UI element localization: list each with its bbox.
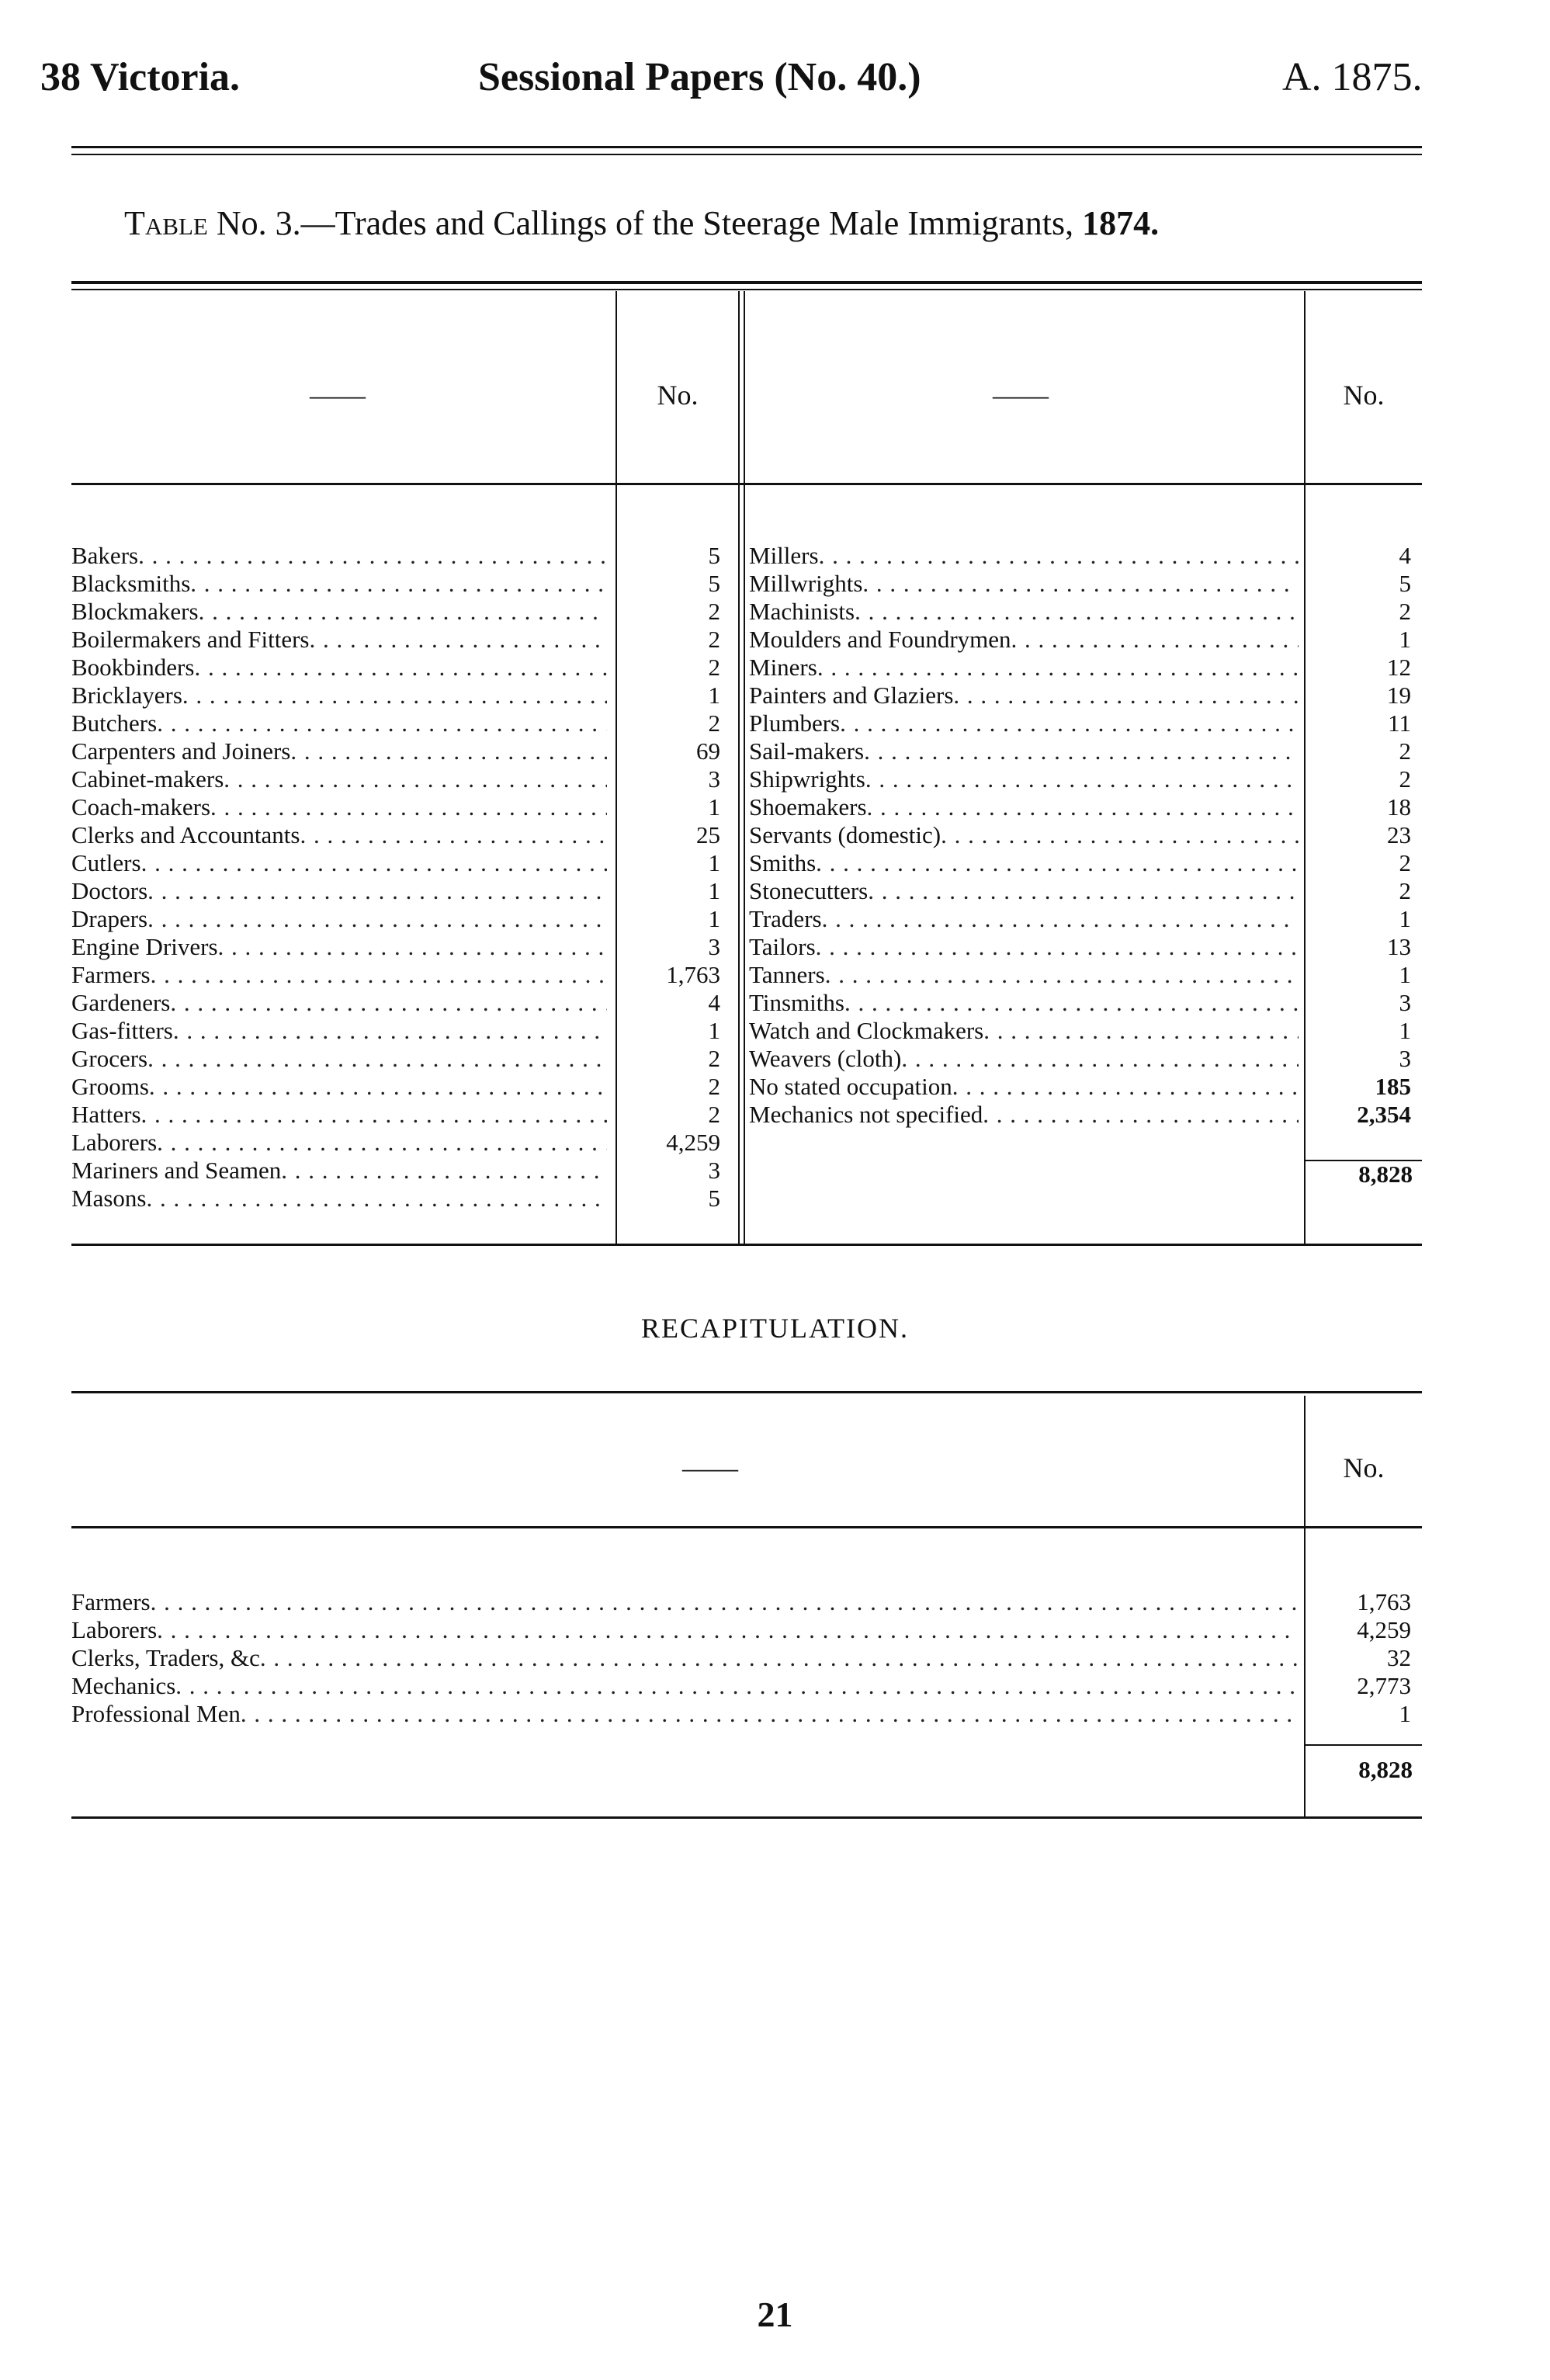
col-head-dash-right: —— (993, 380, 1049, 411)
table-row (71, 570, 607, 598)
recap-head-rule (71, 1526, 1422, 1528)
header-rule-2 (71, 154, 1422, 155)
row-value: 2 (1399, 737, 1411, 765)
row-label: Butchers (71, 709, 158, 737)
row-value: 5 (708, 1185, 720, 1212)
row-label: Clerks, Traders, &c (71, 1644, 260, 1671)
row-label: Gardeners (71, 989, 171, 1016)
leader-dots (260, 1644, 1298, 1672)
row-value: 2 (708, 654, 720, 681)
table-row (71, 542, 607, 570)
table-row (749, 682, 1299, 709)
leader-dots (147, 905, 607, 933)
leader-dots (241, 1700, 1298, 1728)
table-row (71, 626, 607, 654)
row-label: Mechanics (71, 1672, 176, 1699)
row-label: Plumbers (749, 709, 841, 737)
leader-dots (190, 570, 607, 598)
table-row (71, 654, 607, 682)
table-row (71, 1157, 607, 1185)
row-label: Smiths (749, 849, 817, 876)
row-label: Blacksmiths (71, 570, 191, 597)
row-label: Carpenters and Joiners (71, 737, 291, 765)
row-value: 3 (708, 1157, 720, 1184)
leader-dots (822, 905, 1299, 933)
running-head-title: Sessional Papers (No. 40.) (478, 55, 921, 99)
row-label: Servants (domestic) (749, 821, 941, 848)
table-row (71, 1101, 607, 1129)
row-value: 1 (708, 905, 720, 932)
row-value: 1 (1399, 961, 1411, 988)
row-value: 18 (1387, 793, 1411, 821)
row-value: 2 (708, 598, 720, 625)
row-value: 12 (1387, 654, 1411, 681)
leader-dots (310, 626, 608, 654)
table-row (749, 765, 1299, 793)
table-row (71, 1588, 1298, 1616)
row-label: Shoemakers (749, 793, 867, 821)
row-label: Mariners and Seamen (71, 1157, 282, 1184)
col-head-dash-left: —— (310, 380, 366, 411)
row-label: Grooms (71, 1073, 149, 1100)
table-row (749, 933, 1299, 961)
table-row (71, 709, 607, 737)
row-label: Painters and Glaziers (749, 682, 954, 709)
row-value: 5 (708, 570, 720, 597)
row-label: Cutlers (71, 849, 141, 876)
leader-dots (855, 598, 1299, 626)
leader-dots (182, 682, 607, 709)
row-value: 13 (1387, 933, 1411, 960)
row-label: Doctors (71, 877, 148, 904)
leader-dots (175, 1672, 1298, 1700)
table-row (71, 598, 607, 626)
row-value: 19 (1387, 682, 1411, 709)
leader-dots (147, 877, 607, 905)
table-row (71, 1700, 1298, 1728)
leader-dots (941, 821, 1299, 849)
row-value: 5 (1399, 570, 1411, 597)
row-value: 1,763 (666, 961, 720, 988)
table-top-rule-2 (71, 289, 1422, 290)
col-divider-1 (615, 291, 617, 1244)
leader-dots (816, 849, 1299, 877)
table-row (71, 821, 607, 849)
table-row (749, 849, 1299, 877)
table-row (71, 905, 607, 933)
table-row (749, 961, 1299, 989)
row-label: Watch and Clockmakers (749, 1017, 984, 1044)
col-divider-2b (744, 291, 745, 1244)
row-value: 2 (708, 1045, 720, 1072)
table-row (749, 821, 1299, 849)
table-row (71, 737, 607, 765)
table-row (71, 961, 607, 989)
row-value: 1 (1399, 626, 1411, 653)
table-row (749, 654, 1299, 682)
row-value: 2 (708, 1101, 720, 1128)
row-label: Gas-fitters (71, 1017, 173, 1044)
table-row (749, 905, 1299, 933)
row-value: 2 (1399, 765, 1411, 793)
row-label: Boilermakers and Fitters (71, 626, 310, 653)
row-label: No stated occupation (749, 1073, 952, 1100)
running-head-year: A. 1875. (1282, 55, 1423, 99)
table-top-rule (71, 281, 1422, 284)
row-label: Bookbinders (71, 654, 195, 681)
row-label: Sail-makers (749, 737, 865, 765)
leader-dots (151, 961, 607, 989)
leader-dots (952, 1073, 1299, 1101)
row-value: 1 (708, 849, 720, 876)
row-value: 1 (1399, 905, 1411, 932)
row-value: 2 (1399, 877, 1411, 904)
col-divider-3 (1304, 291, 1306, 1244)
leader-dots (983, 1017, 1299, 1045)
col-divider-2 (738, 291, 740, 1244)
row-label: Farmers (71, 961, 151, 988)
leader-dots (825, 961, 1299, 989)
row-label: Professional Men (71, 1700, 241, 1727)
leader-dots (141, 1101, 607, 1129)
leader-dots (290, 737, 607, 765)
page-number: 21 (757, 2295, 793, 2334)
row-value: 4,259 (1357, 1616, 1411, 1643)
row-value: 1 (708, 682, 720, 709)
row-label: Bricklayers (71, 682, 182, 709)
row-value: 2 (708, 626, 720, 653)
table-row (749, 1017, 1299, 1045)
row-value: 2 (1399, 849, 1411, 876)
leader-dots (1011, 626, 1299, 654)
row-label: Millers (749, 542, 819, 569)
table-row (71, 682, 607, 709)
row-value: 1 (708, 877, 720, 904)
table-row (749, 626, 1299, 654)
row-value: 1,763 (1357, 1588, 1411, 1615)
leader-dots (868, 877, 1299, 905)
table-row (749, 1045, 1299, 1073)
leader-dots (157, 1616, 1298, 1644)
leader-dots (867, 793, 1299, 821)
table-row (71, 1017, 607, 1045)
row-value: 4 (1399, 542, 1411, 569)
row-label: Laborers (71, 1616, 158, 1643)
table-row (71, 765, 607, 793)
table-row (749, 737, 1299, 765)
leader-dots (844, 989, 1299, 1017)
row-label: Moulders and Foundrymen (749, 626, 1011, 653)
row-label: Laborers (71, 1129, 158, 1156)
recap-col-head-dash: —— (682, 1452, 738, 1483)
row-label: Drapers (71, 905, 148, 932)
row-value: 3 (1399, 1045, 1411, 1072)
table-row (71, 1644, 1298, 1672)
table-row (71, 1045, 607, 1073)
row-label: Masons (71, 1185, 147, 1212)
recap-col-head-no: No. (1343, 1452, 1385, 1483)
leader-dots (865, 765, 1299, 793)
leader-dots (147, 1045, 607, 1073)
row-value: 1 (708, 1017, 720, 1044)
leader-dots (953, 682, 1299, 709)
recap-title: RECAPITULATION. (641, 1313, 909, 1344)
row-value: 4,259 (666, 1129, 720, 1156)
row-label: Bakers (71, 542, 139, 569)
row-value: 2,354 (1357, 1101, 1411, 1128)
row-label: Stonecutters (749, 877, 869, 904)
table-row (71, 849, 607, 877)
leader-dots (151, 1588, 1298, 1616)
row-value: 69 (696, 737, 720, 765)
table-row (749, 989, 1299, 1017)
table-row (749, 877, 1299, 905)
row-label: Cabinet-makers (71, 765, 224, 793)
row-value: 11 (1388, 709, 1411, 737)
recap-top-rule (71, 1391, 1422, 1393)
row-label: Farmers (71, 1588, 151, 1615)
leader-dots (157, 709, 607, 737)
table-row (749, 793, 1299, 821)
table-row (749, 1073, 1299, 1101)
leader-dots (862, 570, 1299, 598)
row-label: Traders (749, 905, 822, 932)
row-label: Shipwrights (749, 765, 865, 793)
recap-bottom-rule (71, 1816, 1422, 1819)
table-row (71, 793, 607, 821)
header-rule (71, 146, 1422, 148)
row-value: 3 (708, 765, 720, 793)
col-head-no-left: No. (657, 380, 699, 411)
table-head-rule (71, 483, 1422, 485)
running-head-volume: 38 Victoria. (40, 55, 241, 99)
leader-dots (224, 765, 607, 793)
leader-dots (210, 793, 607, 821)
row-value: 185 (1375, 1073, 1411, 1100)
leader-dots (194, 654, 607, 682)
row-value: 1 (1399, 1017, 1411, 1044)
leader-dots (141, 849, 607, 877)
leader-dots (840, 709, 1299, 737)
row-value: 23 (1387, 821, 1411, 848)
table-row (749, 542, 1299, 570)
leader-dots (817, 654, 1299, 682)
row-value: 3 (1399, 989, 1411, 1016)
row-label: Hatters (71, 1101, 141, 1128)
row-label: Coach-makers (71, 793, 211, 821)
row-value: 5 (708, 542, 720, 569)
leader-dots (300, 821, 607, 849)
col-head-no-right: No. (1343, 380, 1385, 411)
row-label: Miners (749, 654, 817, 681)
table-title: Table No. 3.—Trades and Callings of the Steerage Male Immigrants, 1874. (124, 204, 1160, 242)
row-label: Weavers (cloth) (749, 1045, 902, 1072)
leader-dots (146, 1185, 607, 1213)
table-row (71, 1616, 1298, 1644)
leader-dots (157, 1129, 607, 1157)
leader-dots (218, 933, 607, 961)
table-row (749, 570, 1299, 598)
leader-dots (816, 933, 1299, 961)
row-value: 2 (708, 709, 720, 737)
leader-dots (149, 1073, 607, 1101)
row-label: Tailors (749, 933, 816, 960)
table-row (71, 1129, 607, 1157)
row-label: Grocers (71, 1045, 148, 1072)
leader-dots (138, 542, 607, 570)
table-row (71, 1073, 607, 1101)
row-label: Clerks and Accountants (71, 821, 300, 848)
row-value: 1 (1399, 1700, 1411, 1727)
row-value: 32 (1387, 1644, 1411, 1671)
table-row (749, 598, 1299, 626)
leader-dots (170, 989, 607, 1017)
leader-dots (819, 542, 1299, 570)
row-label: Machinists (749, 598, 855, 625)
row-label: Engine Drivers (71, 933, 218, 960)
leader-dots (983, 1101, 1299, 1129)
row-value: 1 (708, 793, 720, 821)
table-row (71, 877, 607, 905)
row-value: 2 (708, 1073, 720, 1100)
row-value: 3 (708, 933, 720, 960)
row-label: Millwrights (749, 570, 863, 597)
row-label: Blockmakers (71, 598, 199, 625)
table-row (749, 709, 1299, 737)
row-value: 4 (708, 989, 720, 1016)
table-row (71, 989, 607, 1017)
table-row (749, 1101, 1299, 1129)
row-label: Tinsmiths (749, 989, 844, 1016)
table-row (71, 933, 607, 961)
table-bottom-rule (71, 1244, 1422, 1246)
recap-sum-rule (1306, 1744, 1422, 1746)
leader-dots (281, 1157, 607, 1185)
table-row (71, 1672, 1298, 1700)
recap-total: 8,828 (1358, 1756, 1413, 1783)
table-total: 8,828 (1358, 1161, 1413, 1188)
row-value: 2,773 (1357, 1672, 1411, 1699)
row-label: Tanners (749, 961, 825, 988)
leader-dots (173, 1017, 607, 1045)
row-label: Mechanics not specified (749, 1101, 983, 1128)
row-value: 2 (1399, 598, 1411, 625)
leader-dots (864, 737, 1299, 765)
leader-dots (901, 1045, 1299, 1073)
leader-dots (199, 598, 607, 626)
table-row (71, 1185, 607, 1213)
row-value: 25 (696, 821, 720, 848)
